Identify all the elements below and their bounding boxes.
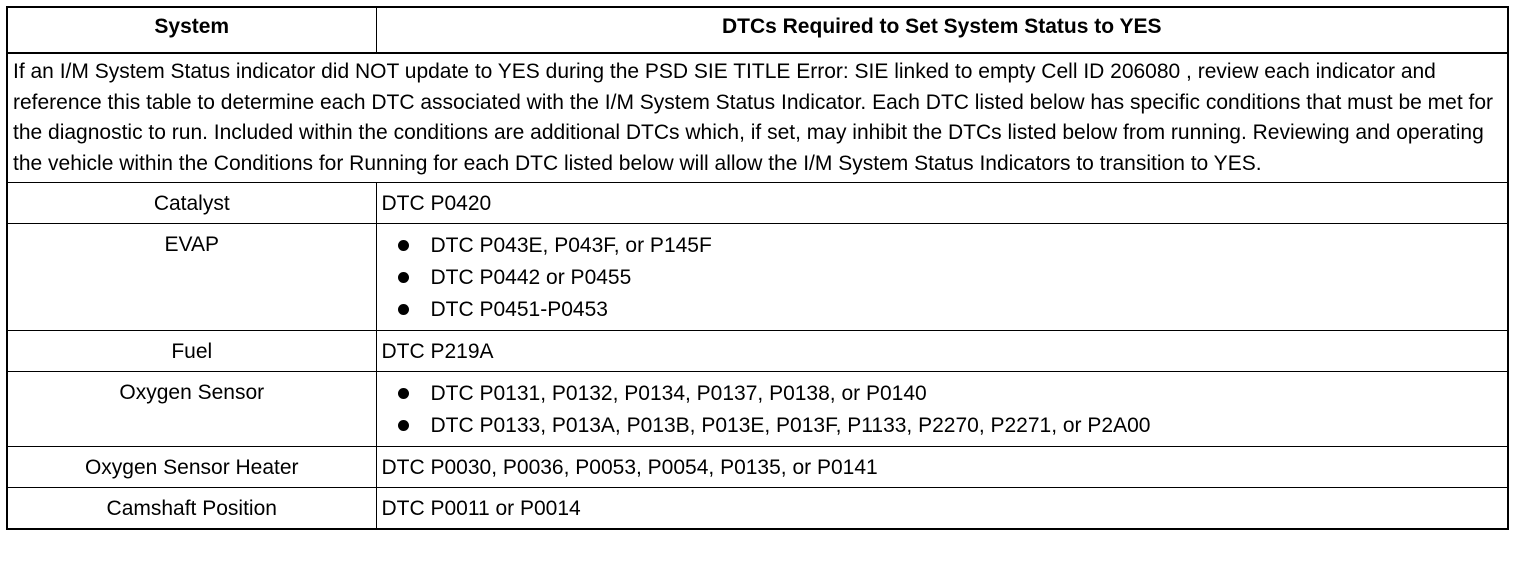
dtc-cell: DTC P0420 xyxy=(376,183,1508,224)
list-item xyxy=(398,294,1503,326)
list-item xyxy=(398,262,1503,294)
table-row xyxy=(7,447,1508,488)
bullet-icon xyxy=(398,304,409,315)
table-row xyxy=(7,331,1508,372)
dtc-cell xyxy=(376,372,1508,447)
dtc-bullet-text: DTC P0442 or P0455 xyxy=(430,266,632,289)
table-header-row xyxy=(7,7,1508,53)
dtc-system-status-table xyxy=(6,6,1509,530)
dtc-cell: DTC P0011 or P0014 xyxy=(376,488,1508,530)
dtc-bullet-list xyxy=(382,378,1503,442)
dtc-bullet-text: DTC P043E, P043F, or P145F xyxy=(430,234,712,257)
intro-row xyxy=(7,53,1508,183)
intro-text: If an I/M System Status indicator did NOT update to YES during the PSD SIE TITLE Error: SIE linked to empty Cell ID 206080 , review each indicator and reference this table to determine each DTC associated with the I/M System Status Indicator. Each DTC listed below has specific conditions that must be met for the diagnostic to run. Included within the conditions are additional DTCs which, if set, may inhibit the DTCs listed below from running. Reviewing and operating the vehicle within the Conditions for Running for each DTC listed below will allow the I/M System Status Indicators to transition to YES. xyxy=(7,53,1508,183)
bullet-icon xyxy=(398,240,409,251)
system-cell: Catalyst xyxy=(7,183,376,224)
header-system: System xyxy=(7,7,376,53)
table-row xyxy=(7,488,1508,530)
list-item xyxy=(398,378,1503,410)
bullet-icon xyxy=(398,272,409,283)
table-row xyxy=(7,372,1508,447)
system-cell: Oxygen Sensor xyxy=(7,372,376,447)
header-dtcs-required: DTCs Required to Set System Status to YES xyxy=(376,7,1508,53)
system-cell: EVAP xyxy=(7,224,376,331)
dtc-cell: DTC P219A xyxy=(376,331,1508,372)
table-row xyxy=(7,183,1508,224)
system-cell: Oxygen Sensor Heater xyxy=(7,447,376,488)
dtc-cell xyxy=(376,224,1508,331)
dtc-bullet-list xyxy=(382,230,1503,326)
list-item xyxy=(398,230,1503,262)
bullet-icon xyxy=(398,420,409,431)
dtc-bullet-text: DTC P0451-P0453 xyxy=(430,298,608,321)
table-row xyxy=(7,224,1508,331)
dtc-bullet-text: DTC P0133, P013A, P013B, P013E, P013F, P1133, P2270, P2271, or P2A00 xyxy=(430,414,1151,437)
bullet-icon xyxy=(398,388,409,399)
list-item xyxy=(398,410,1503,442)
dtc-bullet-text: DTC P0131, P0132, P0134, P0137, P0138, or P0140 xyxy=(430,382,927,405)
system-cell: Fuel xyxy=(7,331,376,372)
system-cell: Camshaft Position xyxy=(7,488,376,530)
dtc-cell: DTC P0030, P0036, P0053, P0054, P0135, or P0141 xyxy=(376,447,1508,488)
